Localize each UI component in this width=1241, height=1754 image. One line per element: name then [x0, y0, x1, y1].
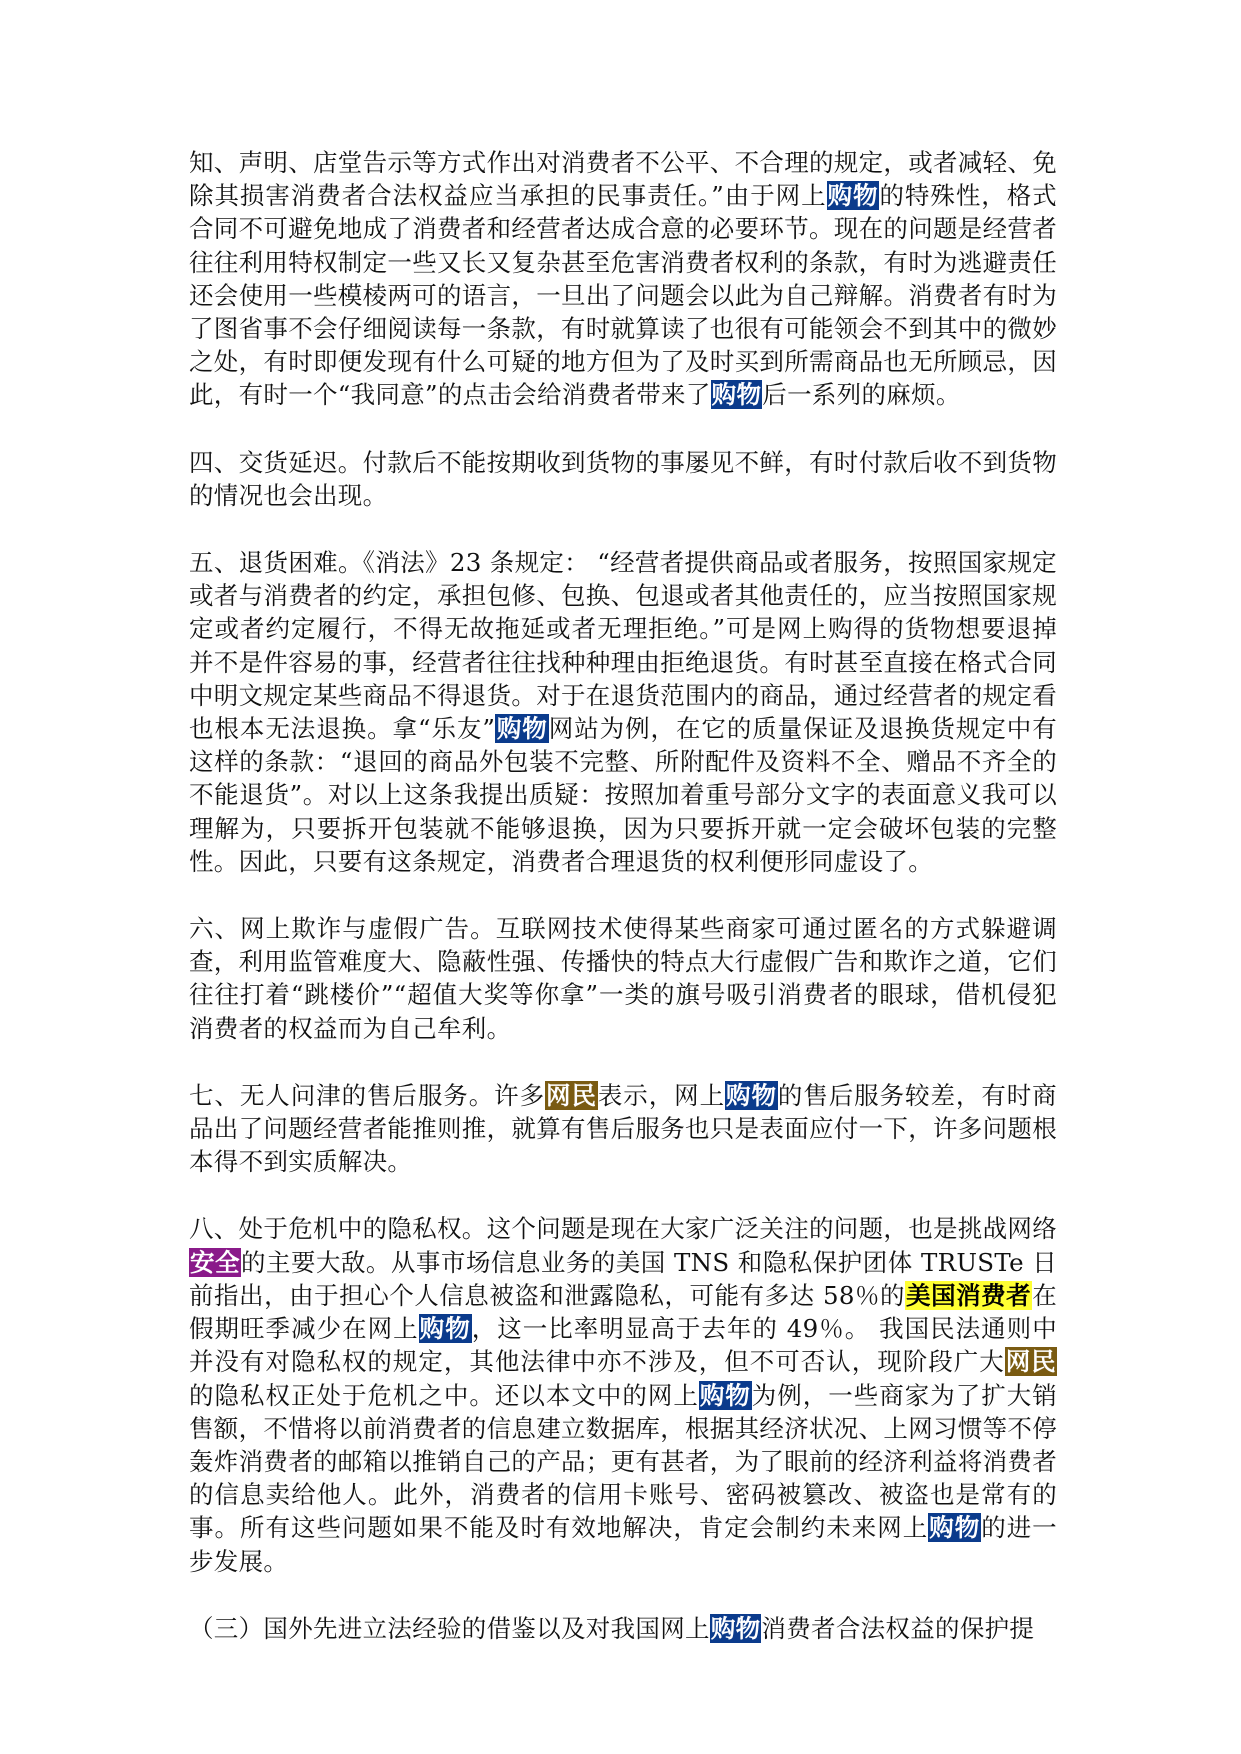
paragraph [189, 912, 1057, 1045]
paragraph-text: 六、网上欺诈与虚假广告。互联网技术使得某些商家可通过匿名的方式躲避调查，利用监管难度大、隐蔽性强、传播快的特点大行虚假广告和欺诈之道，它们往往打着“跳楼价”“超值大奖等你拿”一类的旗号吸引消费者的眼球，借机侵犯消费者的权益而为自己牟利。 [189, 914, 1057, 1043]
highlighted-keyword: 购物 [827, 181, 879, 211]
paragraph-text: 知、声明、店堂告示等方式作出对消费者不公平、不合理的规定，或者减轻、免除其损害消费者合法权益应当承担的民事责任。”由于网上 [189, 148, 1057, 211]
paragraph-text: 的特殊性，格式合同不可避免地成了消费者和经营者达成合意的必要环节。现在的问题是经营者往往利用特权制定一些又长又复杂甚至危害消费者权利的条款，有时为逃避责任还会使用一些模棱两可的语言，一旦出了问题会以此为自己辩解。消费者有时为了图省事不会仔细阅读每一条款，有时就算读了也很有可能领会不到其中的微妙之处，有时即便发现有什么可疑的地方但为了及时买到所需商品也无所顾忌，因此，有时一个“我同意”的点击会给消费者带来了 [189, 181, 1057, 410]
paragraph-text: 在假期旺季减少在网上 [189, 1280, 1057, 1344]
highlighted-keyword: 购物 [929, 1513, 981, 1543]
paragraph [189, 446, 1057, 512]
paragraph [189, 146, 1057, 412]
paragraph-text: 的主要大敌。从事市场信息业务的美国 TNS 和隐私保护团体 TRUSTe 日前指出，由于担心个人信息被盗和泄露隐私，可能有多达 58％的 [189, 1247, 1057, 1310]
highlighted-keyword: 网民 [1005, 1347, 1056, 1377]
paragraph-text: 的售后服务较差，有时商品出了问题经营者能推则推，就算有售后服务也只是表面应付一下，许多问题根本得不到实质解决。 [189, 1080, 1057, 1177]
paragraph-text: 的隐私权正处于危机之中。还以本文中的网上 [189, 1380, 699, 1410]
paragraph-text: 后一系列的麻烦。 [762, 380, 961, 410]
document-body [189, 146, 1057, 1645]
paragraph [189, 1612, 1057, 1645]
paragraph-text: 八、处于危机中的隐私权。这个问题是现在大家广泛关注的问题，也是挑战网络 [189, 1214, 1057, 1244]
paragraph [189, 1212, 1057, 1577]
paragraph-text: （三）国外先进立法经验的借鉴以及对我国网上 [189, 1613, 710, 1643]
highlighted-keyword: 网民 [546, 1080, 597, 1110]
paragraph-text: 的进一步发展。 [189, 1513, 1057, 1576]
highlighted-keyword: 购物 [699, 1380, 751, 1410]
paragraph-text: 消费者合法权益的保护提 [761, 1613, 1035, 1643]
paragraph-text: 五、退货困难。《消法》23 条规定： “经营者提供商品或者服务，按照国家规定或者与消费者的约定，承担包修、包换、包退或者其他责任的，应当按照国家规定或者约定履行，不得无故拖延或者无理拒绝。”可是网上购得的货物想要退掉并不是件容易的事，经营者往往找种种理由拒绝退货。有时甚至直接在格式合同中明文规定某些商品不得退货。对于在退货范围内的商品，通过经营者的规定看也根本无法退换。拿“乐友” [189, 548, 1057, 744]
paragraph-text: 四、交货延迟。付款后不能按期收到货物的事屡见不鲜，有时付款后收不到货物的情况也会出现。 [189, 447, 1057, 510]
paragraph-text: ，这一比率明显高于去年的 49％。 我国民法通则中并没有对隐私权的规定，其他法律中亦不涉及，但不可否认，现阶段广大 [189, 1314, 1057, 1377]
highlighted-keyword: 购物 [726, 1080, 777, 1110]
paragraph [189, 1079, 1057, 1179]
highlighted-keyword: 购物 [710, 1613, 761, 1643]
paragraph-text: 为例，一些商家为了扩大销售额，不惜将以前消费者的信息建立数据库，根据其经济状况、上网习惯等不停轰炸消费者的邮箱以推销自己的产品；更有甚者，为了眼前的经济利益将消费者的信息卖给他人。此外，消费者的信用卡账号、密码被篡改、被盗也是常有的事。所有这些问题如果不能及时有效地解决，肯定会制约未来网上 [189, 1380, 1057, 1543]
paragraph-text: 网站为例，在它的质量保证及退换货规定中有这样的条款：“退回的商品外包装不完整、所附配件及资料不全、赠品不齐全的不能退货”。对以上这条我提出质疑：按照加着重号部分文字的表面意义我可以理解为，只要拆开包装就不能够退换，因为只要拆开就一定会破坏包装的完整性。因此，只要有这条规定，消费者合理退货的权利便形同虚设了。 [189, 714, 1058, 876]
highlighted-keyword: 购物 [711, 380, 762, 410]
highlighted-keyword: 购物 [496, 714, 548, 744]
paragraph-text: 表示，网上 [597, 1080, 726, 1110]
highlighted-keyword: 购物 [419, 1314, 471, 1344]
paragraph [189, 546, 1057, 878]
highlighted-keyword: 安全 [190, 1247, 240, 1277]
paragraph-text: 七、无人问津的售后服务。许多 [189, 1080, 546, 1110]
highlighted-keyword: 美国消费者 [906, 1280, 1032, 1310]
